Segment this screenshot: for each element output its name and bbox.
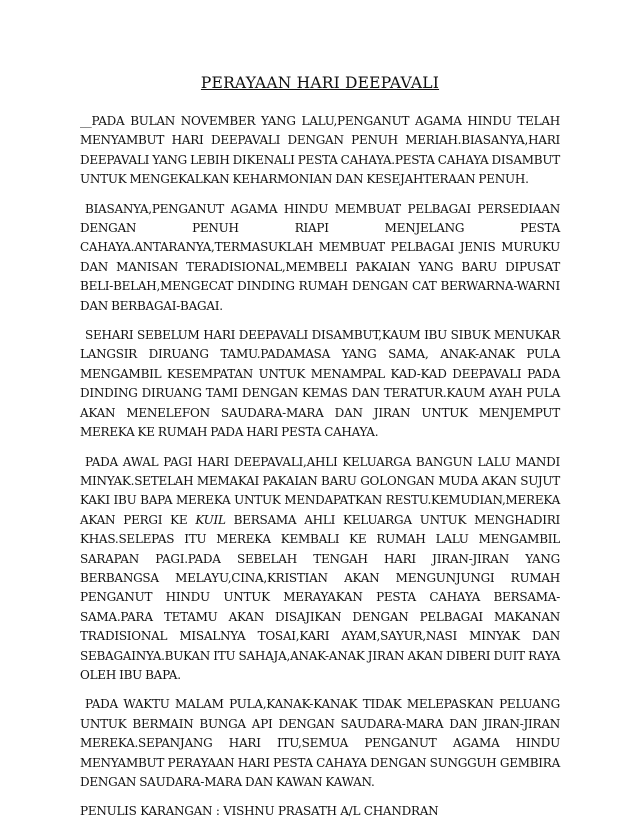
paragraph-4 (80, 453, 560, 686)
paragraph-4-part-1: PADA AWAL PAGI HARI DEEPAVALI,AHLI KELUARGA BANGUN LALU MANDI MINYAK.SETELAH MEMAKAI PAKAIAN BARU GOLONGAN MUDA AKAN SUJUT KAKI IBU BAPA MEREKA UNTUK MENDAPATKAN RESTU.KEMUDIAN,MEREKA AKAN PERGI KE (80, 454, 560, 527)
paragraph-3: SEHARI SEBELUM HARI DEEPAVALI DISAMBUT,KAUM IBU SIBUK MENUKAR LANGSIR DIRUANG TAMU.PADAMASA YANG SAMA, ANAK-ANAK PULA MENGAMBIL KESEMPATAN UNTUK MENAMPAL KAD-KAD DEEPAVALI PADA DINDING DIRUANG TAMI DENGAN KEMAS DAN TERATUR.KAUM AYAH PULA AKAN MENELEFON SAUDARA-MARA DAN JIRAN UNTUK MENJEMPUT MEREKA KE RUMAH PADA HARI PESTA CAHAYA. (80, 328, 560, 440)
paragraph-5: PADA WAKTU MALAM PULA,KANAK-KANAK TIDAK MELEPASKAN PELUANG UNTUK BERMAIN BUNGA API DENGAN SAUDARA-MARA DAN JIRAN-JIRAN MEREKA.SEPANJANG HARI ITU,SEMUA PENGANUT AGAMA HINDU MENYAMBUT PERAYAAN HARI PESTA CAHAYA DENGAN SUNGGUH GEMBIRA DENGAN SAUDARA-MARA DAN KAWAN KAWAN. (80, 697, 560, 789)
paragraph-2: BIASANYA,PENGANUT AGAMA HINDU MEMBUAT PELBAGAI PERSEDIAAN DENGAN PENUH RIAPI MENJELANG PESTA CAHAYA.ANTARANYA,TERMASUKLAH MEMBUAT PELBAGAI JENIS MURUKU DAN MANISAN TERADISIONAL,MEMBELI PAKAIAN YANG BARU DIPUSAT BELI-BELAH,MENGECAT DINDING RUMAH DENGAN CAT BERWARNA-WARNI DAN BERBAGAI-BAGAI. (80, 201, 560, 313)
paragraph-4-italic-word: KUIL (195, 512, 226, 527)
document-page (80, 74, 560, 822)
document-title: PERAYAAN HARI DEEPAVALI (200, 74, 440, 92)
author-line: PENULIS KARANGAN : VISHNU PRASATH A/L CHANDRAN (80, 804, 439, 819)
paragraph-1: __PADA BULAN NOVEMBER YANG LALU,PENGANUT AGAMA HINDU TELAH MENYAMBUT HARI DEEPAVALI DENGAN PENUH MERIAH.BIASANYA,HARI DEEPAVALI YANG LEBIH DIKENALI PESTA CAHAYA.PESTA CAHAYA DISAMBUT UNTUK MENGEKALKAN KEHARMONIAN DAN KESEJAHTERAAN PENUH. (80, 114, 560, 187)
paragraph-4-part-2: BERSAMA AHLI KELUARGA UNTUK MENGHADIRI KHAS.SELEPAS ITU MEREKA KEMBALI KE RUMAH LALU MENGAMBIL SARAPAN PAGI.PADA SEBELAH TENGAH HARI JIRAN-JIRAN YANG BERBANGSA MELAYU,CINA,KRISTIAN AKAN MENGUNJUNGI RUMAH PENGANUT HINDU UNTUK MERAYAKAN PESTA CAHAYA BERSAMA-SAMA.PARA TETAMU AKAN DISAJIKAN DENGAN PELBAGAI MAKANAN TRADISIONAL MISALNYA TOSAI,KARI AYAM,SAYUR,NASI MINYAK DAN SEBAGAINYA.BUKAN ITU SAHAJA,ANAK-ANAK JIRAN AKAN DIBERI DUIT RAYA OLEH IBU BAPA. (80, 512, 560, 682)
